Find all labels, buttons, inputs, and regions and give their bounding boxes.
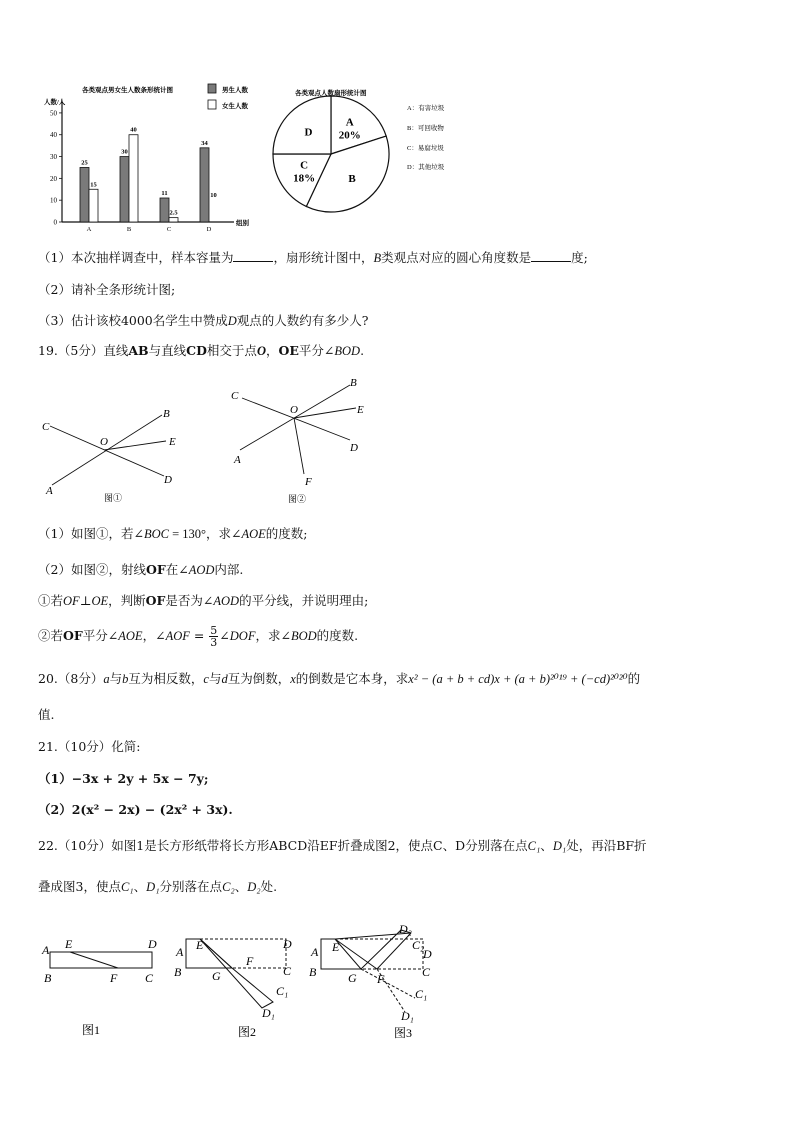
label-a: A [176, 945, 184, 959]
x-tick-label: D [206, 226, 212, 233]
q19-sub1: ①若OF⊥OE，判断OF是否为∠AOD的平分线，并说明理由; [38, 593, 369, 608]
x-axis-unit: 组别 [236, 220, 249, 227]
pie-slice-label: C [300, 159, 309, 172]
q20-line1: 20.（8分）a与b互为相反数，c与d互为倒数，x的倒数是它本身，求x² − (a + b + cd)x + (a + b)²⁰¹⁹ + (−cd)²⁰²⁰的 [38, 671, 641, 686]
x-tick-label: C [166, 226, 172, 233]
bar-value-label: 11 [161, 190, 168, 197]
figure-22-2 [172, 932, 307, 1042]
label-f: F [377, 972, 385, 986]
y-axis-unit: 人数/人 [44, 99, 66, 106]
bar-chart-title: 各类观点男女生人数条形统计图 [82, 87, 173, 94]
pie-slice-label: 20% [338, 129, 361, 142]
fold-ef [335, 939, 377, 969]
label-e: E [332, 940, 340, 954]
fold-dashed-1 [361, 969, 415, 998]
label-b: B [174, 965, 182, 979]
label-b: B [350, 377, 357, 389]
x-tick-label: A [86, 226, 92, 233]
strip-abcd [50, 952, 152, 968]
bar-girls-C [169, 218, 178, 222]
label-c: C [283, 964, 292, 978]
pie-chart [265, 84, 465, 214]
bar-value-label: 30 [121, 148, 128, 156]
pie-legend-a: A：有害垃圾 [407, 105, 445, 112]
label-c: C [231, 390, 239, 402]
y-tick-label: 10 [50, 196, 57, 205]
q18-part3: （3）估计该校4000名学生中赞成D观点的人数约有多少人? [38, 313, 369, 328]
label-d: D [423, 947, 432, 961]
label-d: D [350, 442, 358, 454]
label-e: E [65, 937, 73, 951]
x-tick-label: B [126, 226, 132, 233]
bar-value-label: 2.5 [169, 209, 178, 217]
label-e: E [196, 938, 204, 952]
q19-sub2: ②若OF平分∠AOE，∠AOF = $\frac{5}{3}$ ∠DOF，求∠BOD的度数. [38, 624, 359, 649]
bar-value-label: 25 [81, 159, 88, 167]
q22-line1: 22.（10分）如图1是长方形纸带将长方形ABCD沿EF折叠成图2，使点C、D分别落在点C₁、D₁处，再沿BF折 [38, 838, 647, 853]
legend-label-boys: 男生人数 [222, 87, 248, 94]
figure-19-1 [36, 400, 196, 510]
answer-blank [233, 249, 273, 262]
legend-swatch-boys [208, 84, 216, 93]
label-c1: C₁ [276, 984, 289, 998]
bar-value-label: 10 [210, 192, 217, 200]
label-b: B [309, 965, 317, 979]
label-d1: D₁ [262, 1006, 275, 1020]
q19-stem: 19.（5分）直线AB与直线CD相交于点O，OE平分∠BOD. [38, 343, 365, 358]
y-tick-label: 0 [53, 218, 57, 227]
label-g: G [212, 969, 221, 983]
figure-caption: 图2 [238, 1025, 257, 1039]
label-d: D [148, 937, 157, 951]
pie-legend-d: D：其他垃圾 [407, 164, 445, 171]
label-f: F [246, 954, 254, 968]
pie-chart-title: 各类观点人数扇形统计图 [295, 90, 367, 97]
label-a: A [234, 454, 241, 466]
line-cd [50, 426, 164, 476]
pie-legend-c: C：易腐垃圾 [407, 145, 444, 152]
y-tick-label: 20 [50, 174, 57, 183]
label-a: A [311, 945, 319, 959]
strip-left [186, 939, 232, 968]
bar-boys-D [200, 148, 209, 222]
figure-caption: 图3 [394, 1026, 413, 1040]
figure-caption: 图① [104, 493, 123, 503]
fold-line-ef [70, 952, 118, 968]
bar-boys-B [120, 157, 129, 222]
q22-line2: 叠成图3，使点C₁、D₁分别落在点C₂、D₂处. [38, 879, 278, 894]
label-a: A [46, 485, 53, 497]
pie-slice-label: D [304, 126, 313, 139]
label-d: D [164, 474, 172, 486]
label-c: C [145, 971, 154, 985]
figure-22-3 [307, 920, 447, 1045]
y-tick-label: 40 [50, 131, 57, 140]
figure-22-1 [38, 932, 168, 1042]
label-c: C [42, 421, 50, 433]
y-tick-label: 30 [50, 153, 57, 162]
label-o: O [100, 436, 108, 448]
pie-slice-label: A [345, 116, 354, 129]
q18-part2: （2）请补全条形统计图; [38, 282, 176, 297]
q20-line2: 值. [38, 707, 55, 722]
q18-part1: （1）本次抽样调查中，样本容量为 ，扇形统计图中，B类观点对应的圆心角度数是 度; [38, 250, 588, 265]
folded-part [200, 939, 273, 1008]
label-e: E [169, 436, 176, 448]
q19-part1: （1）如图①，若∠BOC = 130°，求∠AOE的度数; [38, 526, 308, 541]
label-d1: D₁ [401, 1009, 414, 1023]
q21-part1: （1）−3x + 2y + 5x − 7y; [38, 771, 209, 786]
label-g: G [348, 971, 357, 985]
bar-girls-B [129, 135, 138, 222]
label-e: E [357, 404, 364, 416]
pie-legend-b: B：可回收物 [407, 125, 444, 132]
y-tick-label: 50 [50, 109, 57, 118]
figure-caption: 图1 [82, 1023, 101, 1037]
pie-slice-label: B [348, 172, 356, 185]
bar-boys-C [160, 198, 169, 222]
edge-c2 [377, 933, 411, 969]
bar-value-label: 34 [201, 139, 208, 147]
pie-legend [407, 103, 445, 171]
label-c: C [422, 965, 431, 979]
label-d: D [283, 937, 292, 951]
q21-part2: （2）2(x² − 2x) − (2x² + 3x). [38, 802, 233, 817]
bar-girls-A [89, 189, 98, 222]
answer-blank [531, 249, 571, 262]
bar-value-label: 15 [90, 181, 97, 189]
legend-swatch-girls [208, 100, 216, 109]
label-a: A [42, 943, 50, 957]
label-b: B [163, 408, 170, 420]
figure-19-2 [226, 374, 386, 506]
label-b: B [44, 971, 52, 985]
label-f: F [110, 971, 118, 985]
q21-stem: 21.（10分）化简: [38, 739, 141, 754]
q19-part2: （2）如图②，射线OF在∠AOD内部. [38, 562, 244, 577]
fraction-5-3: $\frac{5}{3}$ [210, 624, 218, 649]
label-o: O [290, 404, 298, 416]
ray-of [294, 418, 304, 474]
bar-value-label: 40 [130, 126, 137, 134]
label-f: F [305, 476, 312, 488]
label-d2: D₂ [399, 922, 412, 936]
label-c1: C₁ [415, 987, 428, 1001]
bar-chart [40, 80, 270, 240]
pie-slice-d [273, 96, 331, 154]
legend-label-girls: 女生人数 [222, 103, 248, 110]
pie-slice-label: 18% [293, 172, 316, 185]
bar-boys-A [80, 167, 89, 222]
label-c2: C₂ [412, 938, 425, 952]
figure-caption: 图② [288, 494, 307, 504]
